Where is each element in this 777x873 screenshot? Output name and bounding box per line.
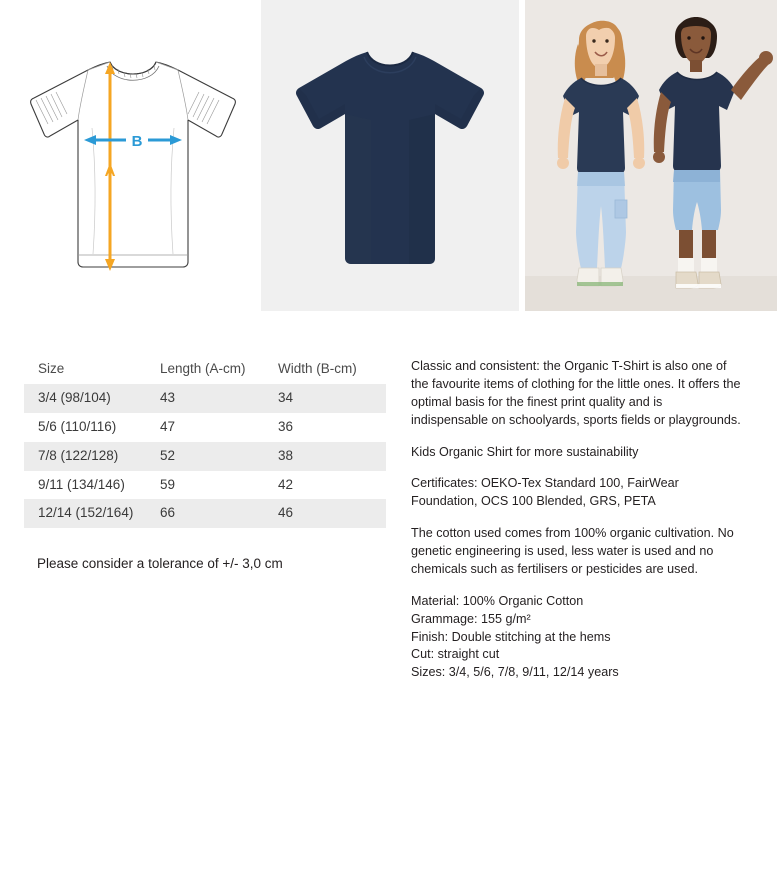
kids-wearing-tshirts [525, 0, 777, 311]
table-row [24, 442, 386, 471]
table-row [24, 471, 386, 500]
cell-length: 47 [160, 418, 176, 434]
length-arrow-label: A [104, 163, 116, 180]
product-description [411, 358, 741, 682]
table-header-row [24, 355, 386, 384]
description-cotton: The cotton used comes from 100% organic cultivation. No genetic engineering is used, less water is used and no chemicals such as fertilisers or pesticides are used. [411, 526, 734, 576]
lifestyle-photo-panel [525, 0, 777, 311]
cell-size: 9/11 (134/146) [38, 476, 125, 492]
size-chart-table [24, 355, 386, 528]
product-image-strip [0, 0, 777, 311]
measurement-diagram-panel [0, 0, 255, 311]
column-header-length: Length (A-cm) [160, 361, 246, 376]
cell-width: 46 [278, 505, 294, 521]
cell-width: 34 [278, 389, 294, 405]
column-header-size: Size [38, 361, 65, 376]
spec-grammage: Grammage: 155 g/m² [411, 611, 531, 626]
spec-sizes: Sizes: 3/4, 5/6, 7/8, 9/11, 12/14 years [411, 665, 619, 680]
spec-cut: Cut: straight cut [411, 647, 500, 662]
column-header-width: Width (B-cm) [278, 361, 357, 376]
cell-length: 52 [160, 447, 176, 463]
cell-size: 3/4 (98/104) [38, 389, 111, 405]
cell-length: 59 [160, 476, 176, 492]
tshirt-technical-drawing [0, 0, 255, 311]
table-row [24, 499, 386, 528]
flat-lay-panel [261, 0, 519, 311]
description-intro: Classic and consistent: the Organic T-Shirt is also one of the favourite items of clothing for the little ones. It offers the optimal basis for the finest print quality and is indispensable on schoolyards, sports fields or playgrounds. [411, 359, 741, 427]
table-row [24, 384, 386, 413]
cell-length: 43 [160, 389, 176, 405]
cell-size: 12/14 (152/164) [38, 505, 134, 521]
width-arrow-label: B [131, 133, 143, 150]
cell-width: 38 [278, 447, 294, 463]
tolerance-note: Please consider a tolerance of +/- 3,0 cm [37, 556, 283, 571]
navy-tshirt-flat [261, 0, 519, 311]
cell-width: 42 [278, 476, 294, 492]
cell-size: 7/8 (122/128) [38, 447, 119, 463]
spec-material: Material: 100% Organic Cotton [411, 593, 584, 608]
cell-size: 5/6 (110/116) [38, 418, 117, 434]
description-certificates: Certificates: OEKO-Tex Standard 100, FairWear Foundation, OCS 100 Blended, GRS, PETA [411, 476, 679, 509]
table-row [24, 413, 386, 442]
cell-width: 36 [278, 418, 294, 434]
spec-finish: Finish: Double stitching at the hems [411, 629, 611, 644]
cell-length: 66 [160, 505, 176, 521]
description-sustainability: Kids Organic Shirt for more sustainability [411, 444, 639, 459]
